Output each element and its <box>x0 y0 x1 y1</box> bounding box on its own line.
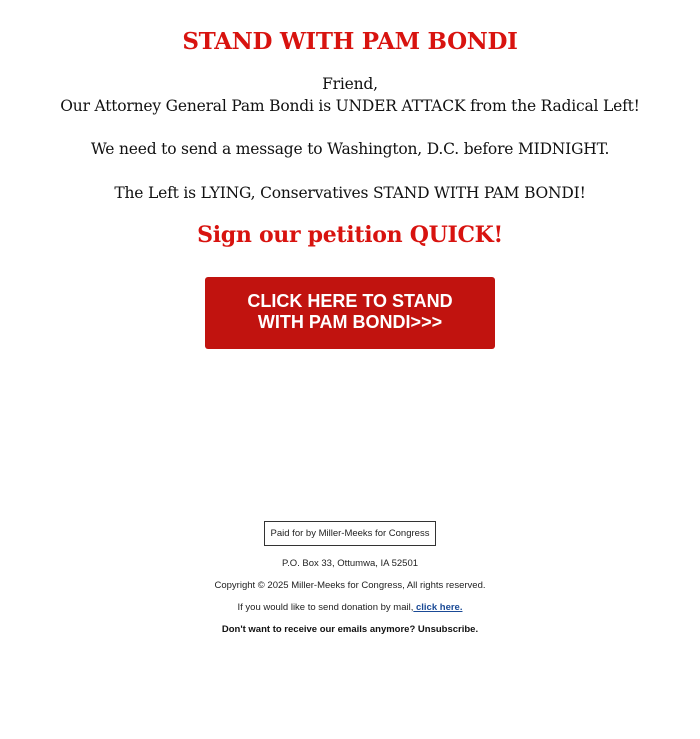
stand-with-bondi-button[interactable] <box>205 277 495 349</box>
cta-line-1: CLICK HERE TO STAND <box>247 291 453 311</box>
mail-donation-text: If you would like to send donation by mail, <box>237 602 414 613</box>
email-body <box>0 0 700 349</box>
unsubscribe-link[interactable]: Unsubscribe. <box>417 624 479 635</box>
greeting: Friend, <box>322 75 378 93</box>
unsubscribe-text: Don't want to receive our emails anymore? <box>221 624 416 635</box>
mail-donation-line <box>0 602 700 614</box>
petition-subhead: Sign our petition QUICK! <box>197 222 503 248</box>
attack-statement: Our Attorney General Pam Bondi is UNDER ATTACK from the Radical Left! <box>60 97 640 115</box>
headline: STAND WITH PAM BONDI <box>182 28 518 55</box>
deadline-paragraph: We need to send a message to Washington, D.C. before MIDNIGHT. <box>90 140 610 158</box>
copyright-notice: Copyright © 2025 Miller-Meeks for Congress, All rights reserved. <box>214 580 486 591</box>
intro-paragraph <box>0 73 700 117</box>
paid-for-disclaimer: Paid for by Miller-Meeks for Congress <box>264 521 437 546</box>
lying-paragraph: The Left is LYING, Conservatives STAND WITH PAM BONDI! <box>114 184 586 202</box>
unsubscribe-line <box>0 624 700 636</box>
mail-donation-link[interactable]: click here. <box>413 602 463 613</box>
mailing-address: P.O. Box 33, Ottumwa, IA 52501 <box>281 558 419 569</box>
cta-container <box>0 277 700 349</box>
cta-line-2: WITH PAM BONDI>>> <box>257 312 443 332</box>
email-footer <box>0 521 700 636</box>
